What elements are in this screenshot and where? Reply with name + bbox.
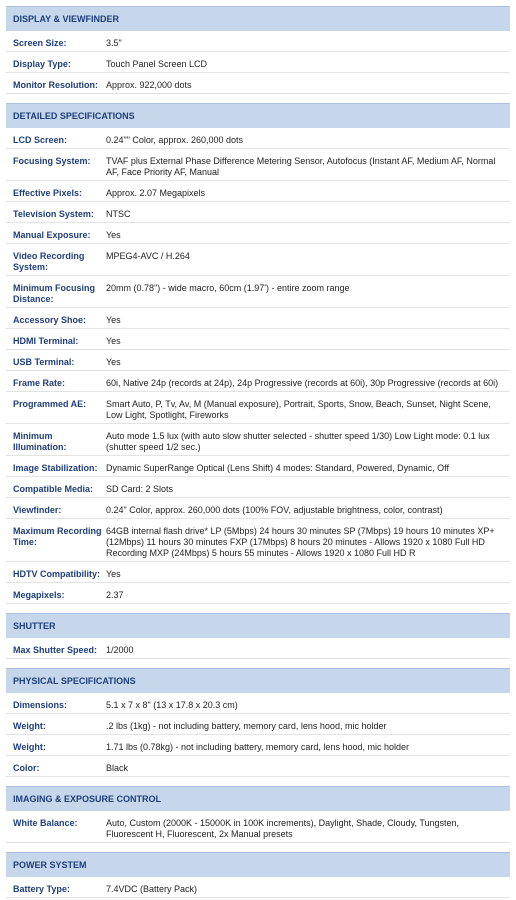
- spec-value: 3.5": [106, 38, 122, 48]
- spec-row-focusing-system: [6, 149, 510, 181]
- spec-value: 2.37: [106, 590, 124, 600]
- spec-label: Programmed AE:: [13, 399, 87, 409]
- section-header: SHUTTER: [6, 613, 510, 638]
- spec-value: .2 lbs (1kg) - not including battery, memory card, lens hood, mic holder: [106, 721, 387, 731]
- spec-row-effective-pixels: [6, 181, 510, 202]
- spec-label: Megapixels:: [13, 590, 65, 600]
- section-imaging-exposure-control: [6, 786, 510, 843]
- spec-label: Compatible Media:: [13, 484, 94, 494]
- spec-row-programmed-ae: [6, 392, 510, 424]
- section-power-system: [6, 852, 510, 898]
- spec-value: 1/2000: [106, 645, 134, 655]
- spec-value: 60i, Native 24p (records at 24p), 24p Progressive (records at 60i), 30p Progressive (records at 60i): [106, 378, 499, 388]
- spec-value: 0.24"" Color, approx. 260,000 dots: [106, 135, 243, 145]
- spec-value: 20mm (0.78") - wide macro, 60cm (1.97') - entire zoom range: [106, 283, 350, 293]
- spec-label: Television System:: [13, 209, 94, 219]
- spec-label: Frame Rate:: [13, 378, 66, 388]
- spec-label: Weight:: [13, 721, 46, 731]
- spec-value: Smart Auto, P, Tv, Av, M (Manual exposure), Portrait, Sports, Snow, Beach, Sunset, Night Scene, Low Light, Spotlight, Fireworks: [106, 399, 491, 420]
- spec-row-viewfinder: [6, 498, 510, 519]
- spec-value: 0.24" Color, approx. 260,000 dots (100% FOV, adjustable brightness, color, contrast): [106, 505, 443, 515]
- spec-value: NTSC: [106, 209, 131, 219]
- spec-row-color: [6, 756, 510, 777]
- spec-value: Dynamic SuperRange Optical (Lens Shift) 4 modes: Standard, Powered, Dynamic, Off: [106, 463, 449, 473]
- spec-row-accessory-shoe: [6, 308, 510, 329]
- spec-label: Accessory Shoe:: [13, 315, 87, 325]
- spec-row-megapixels: [6, 583, 510, 604]
- spec-label: Display Type:: [13, 59, 71, 69]
- section-physical-specifications: [6, 668, 510, 777]
- spec-label: HDMI Terminal:: [13, 336, 79, 346]
- section-header: POWER SYSTEM: [6, 852, 510, 877]
- spec-value: 7.4VDC (Battery Pack): [106, 884, 198, 894]
- spec-value: Black: [106, 763, 129, 773]
- spec-value: 5.1 x 7 x 8" (13 x 17.8 x 20.3 cm): [106, 700, 238, 710]
- spec-label: Max Shutter Speed:: [13, 645, 98, 655]
- spec-row-max-shutter-speed: [6, 638, 510, 659]
- spec-row-white-balance: [6, 811, 510, 843]
- spec-row-dimensions: [6, 693, 510, 714]
- spec-label: Manual Exposure:: [13, 230, 91, 240]
- section-detailed-specifications: [6, 103, 510, 604]
- spec-row-weight: [6, 714, 510, 735]
- spec-label: Video Recording System:: [13, 251, 85, 272]
- spec-label: Monitor Resolution:: [13, 80, 98, 90]
- spec-label: Weight:: [13, 742, 46, 752]
- spec-row-image-stabilization: [6, 456, 510, 477]
- spec-value: 1.71 lbs (0.78kg) - not including battery, memory card, lens hood, mic holder: [106, 742, 409, 752]
- spec-value: MPEG4-AVC / H.264: [106, 251, 190, 261]
- spec-value: Yes: [106, 230, 121, 240]
- spec-value: TVAF plus External Phase Difference Metering Sensor, Autofocus (Instant AF, Medium AF, Normal AF, Face Priority AF, Manual: [106, 156, 496, 177]
- spec-value: Yes: [106, 357, 121, 367]
- spec-label: LCD Screen:: [13, 135, 68, 145]
- section-header: DETAILED SPECIFICATIONS: [6, 103, 510, 128]
- spec-row-manual-exposure: [6, 223, 510, 244]
- spec-label: Focusing System:: [13, 156, 91, 166]
- spec-label: Minimum Illumination:: [13, 431, 67, 452]
- spec-row-monitor-resolution: [6, 73, 510, 94]
- spec-value: Yes: [106, 569, 121, 579]
- spec-label: Minimum Focusing Distance:: [13, 283, 95, 304]
- spec-label: Color:: [13, 763, 40, 773]
- spec-row-usb-terminal: [6, 350, 510, 371]
- spec-row-battery-type: [6, 877, 510, 898]
- spec-label: HDTV Compatibility:: [13, 569, 100, 579]
- spec-value: Auto, Custom (2000K - 15000K in 100K increments), Daylight, Shade, Cloudy, Tungsten, Fluorescent H, Fluorescent, 2x Manual presets: [106, 818, 460, 839]
- spec-value: Yes: [106, 315, 121, 325]
- spec-row-minimum-focusing-distance: [6, 276, 510, 308]
- spec-value: Approx. 922,000 dots: [106, 80, 192, 90]
- spec-row-video-recording-system: [6, 244, 510, 276]
- spec-row-lcd-screen: [6, 128, 510, 149]
- spec-label: USB Terminal:: [13, 357, 75, 367]
- spec-label: Screen Size:: [13, 38, 67, 48]
- spec-value: Touch Panel Screen LCD: [106, 59, 208, 69]
- section-header: PHYSICAL SPECIFICATIONS: [6, 668, 510, 693]
- spec-row-television-system: [6, 202, 510, 223]
- spec-label: Dimensions:: [13, 700, 68, 710]
- spec-row-hdmi-terminal: [6, 329, 510, 350]
- spec-label: Viewfinder:: [13, 505, 62, 515]
- spec-label: Effective Pixels:: [13, 188, 83, 198]
- spec-row-weight: [6, 735, 510, 756]
- spec-row-maximum-recording-time: [6, 519, 510, 562]
- section-display-viewfinder: [6, 6, 510, 94]
- spec-label: Image Stabilization:: [13, 463, 98, 473]
- spec-row-frame-rate: [6, 371, 510, 392]
- section-header: DISPLAY & VIEWFINDER: [6, 6, 510, 31]
- spec-row-compatible-media: [6, 477, 510, 498]
- section-shutter: [6, 613, 510, 659]
- section-header: IMAGING & EXPOSURE CONTROL: [6, 786, 510, 811]
- spec-value: Approx. 2.07 Megapixels: [106, 188, 206, 198]
- spec-row-display-type: [6, 52, 510, 73]
- spec-value: SD Card: 2 Slots: [106, 484, 174, 494]
- spec-row-minimum-illumination: [6, 424, 510, 456]
- spec-label: Maximum Recording Time:: [13, 526, 102, 547]
- spec-value: Auto mode 1.5 lux (with auto slow shutter selected - shutter speed 1/30) Low Light mode: 0.1 lux (shutter speed 1/2 sec.): [106, 431, 490, 452]
- spec-label: White Balance:: [13, 818, 78, 828]
- spec-value: 64GB internal flash drive* LP (5Mbps) 24 hours 30 minutes SP (7Mbps) 19 hours 10 minutes XP+ (12Mbps) 11 hours 30 minutes FXP (17Mbps) 8 hours 20 minutes - Allows 1920 x 1080 Full HD Recording MXP (24Mbps) 5 hours 55 minutes - Allows 1920 x 1080 Full HD R: [106, 526, 495, 558]
- spec-row-screen-size: [6, 31, 510, 52]
- spec-value: Yes: [106, 336, 121, 346]
- spec-label: Battery Type:: [13, 884, 70, 894]
- spec-row-hdtv-compatibility: [6, 562, 510, 583]
